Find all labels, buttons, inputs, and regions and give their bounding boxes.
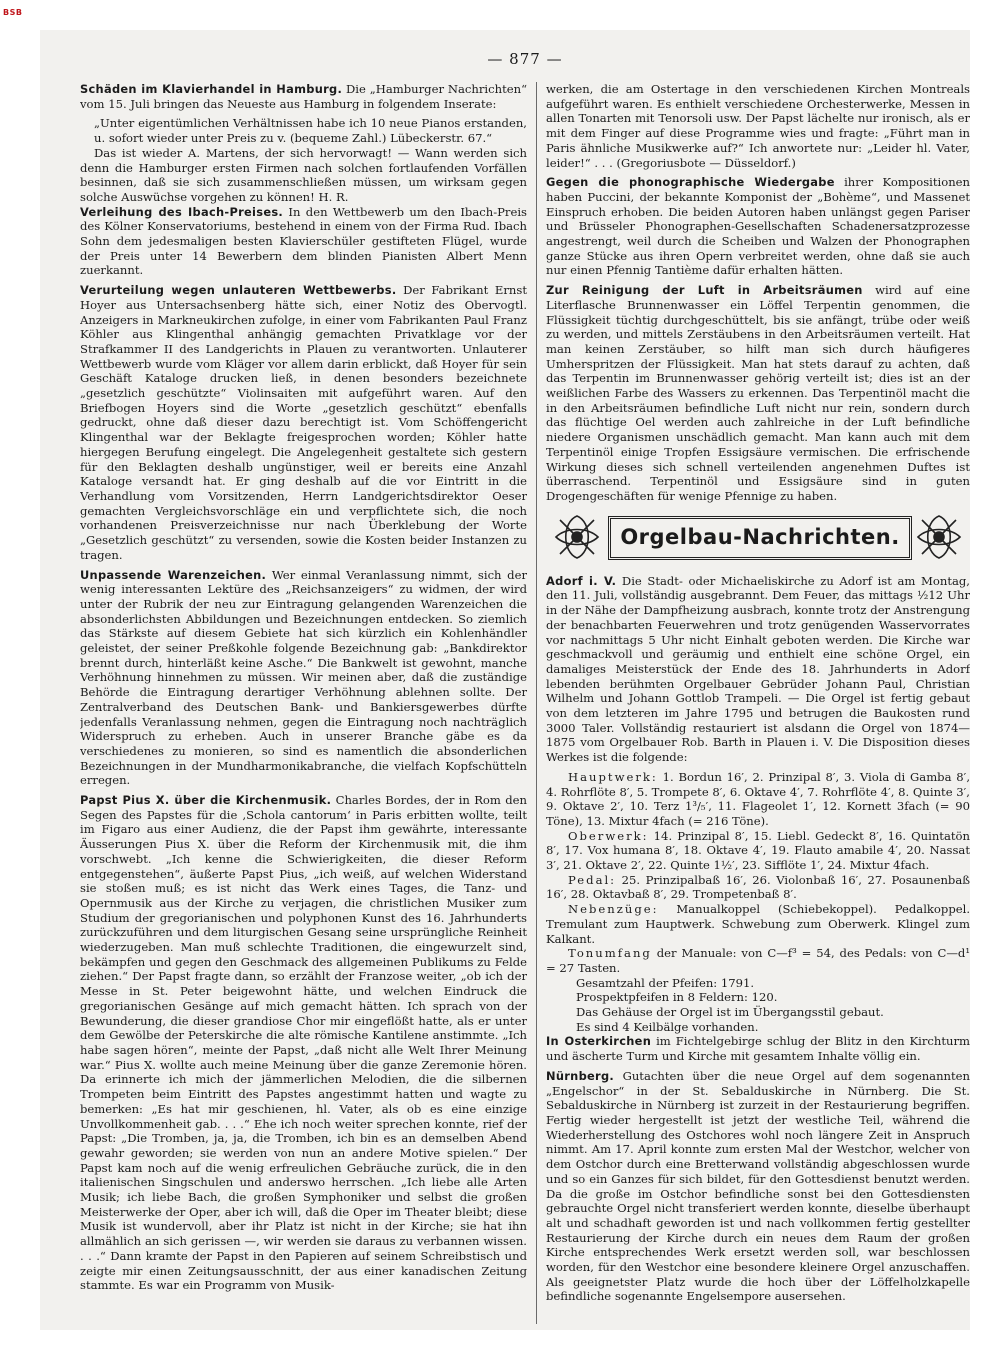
article-heading: Zur Reinigung der Luft in Arbeitsräumen: [546, 283, 863, 298]
organ-spec-line: [546, 946, 970, 975]
spec-text: der Manuale: von C—f³ = 54, des Pedals: von C—d¹ = 27 Tasten.: [546, 946, 970, 975]
spec-label: Nebenzüge:: [568, 902, 659, 917]
article-text: Charles Bordes, der in Rom den Segen des Papstes für die ‚Schola cantorum‘ in Paris erbitten wollte, teilt im Figaro aus einer Audienz, die der Papst ihm gewährte, interessante Äusserungen Pius X. über die Reform der Kirchenmusik mit, die ihm vorschwebt. „Ich kenne die Schwierigkeiten, die dieser Reform entgegenstehen“, äußerte Papst Pius, „ich weiß, auf welchen Widerstand sie stoßen muß; es ist nicht das Werk eines Tages, die Tanz- und Opernmusik aus der Kirche zu verjagen, die christlichen Musiker zum Studium der gregorianischen und polyphonen Kunst des 16. Jahrhunderts zurückzuführen und dem liturgischen Gesang seine ursprüngliche Reinheit wiederzugeben. Man muß schlechte Traditionen, die eingewurzelt sind, bekämpfen und gegen den Geschmack des allgemeinen Publikums zu Felde ziehen.“ Der Papst fragte dann, so erzählt der Franzose weiter, „ob ich der Messe in St. Peter beigewohnt hätte, und welchen Eindruck die gregorianischen Gesänge auf mich gemacht hätten. Ich sprach von der Bewunderung, die dieser grandiose Chor mir eingeflößt hatte, als er unter dem Gewölbe der Peterskirche die alte römische Kantilene anstimmte. „Ich habe sagen hören“, meinte der Papst, „daß nicht alle Welt Ihrer Meinung war.“ Pius X. wollte auch meine Meinung über die ganze Zeremonie hören. Da erinnerte ich mich der jämmerlichen Melodien, die die silbernen Trompeten beim Eintritt des Papstes angestimmt hatten und wagte zu bemerken: „Es hat mir geschienen, hl. Vater, als ob es eine einzige Unvollkommenheit gab. . . .“ Ehe ich noch weiter sprechen konnte, rief der Papst: „Die Tromben, ja, ja, die Tromben, ich bin es an demselben Abend gewahr geworden; sie werden von nun an andere Motive spielen.“ Der Papst kam noch auf die wenig erfreulichen Gebräuche zurück, die in den italienischen Singschulen und anderswo herrschen. „Ich liebe alle Arten Musik; ich liebe Bach, die großen Symphoniker und selbst die großen Meisterwerke der Oper, aber ich will, daß die Oper im Theater bleibt; diese Musik ist wundervoll, aber ihr Platz ist nicht in der Kirche; sie hat ihn allmählich an sich gerissen —, wir werden sie daraus zu verbannen wissen. . . .“ Dann kramte der Papst in den Papieren auf seinem Schreibstisch und zeigte mir einen Zeitungsausschnitt, der aus einer kanadischen Zeitung stammte. Es war ein Programm von Musik-: [80, 793, 527, 1293]
newspaper-page: [40, 30, 970, 1330]
spec-label: Oberwerk:: [568, 828, 649, 843]
spec-text: 14. Prinzipal 8′, 15. Liebl. Gedeckt 8′, 16. Quintatön 8′, 17. Vox humana 8′, 18. Oktave 4′, 19. Flauto amabile 4′, 20. Nassat 3′, 21. Oktave 2′, 22. Quinte 1½′, 23. Sifflöte 1′, 24. Mixtur 4fach.: [546, 828, 970, 873]
section-banner: [546, 512, 970, 564]
quoted-advert: „Unter eigentümlichen Verhältnissen habe ich 10 neue Pianos erstanden, u. sofort wieder unter Preis zu v. (bequeme Zahl.) Lübeckerstr. 67.“: [94, 116, 527, 146]
text-line: werken, die am Ostertage in den verschiedenen Kirchen Montreals aufgeführt waren. Es enthielt verschiedene Orchesterwerke, Messen in allen Tonarten mit Tenorsoli usw. Der Papst lächelte nur ironisch, als er mit dem Finger auf diese Programme wies und fragte: „Führt man in Paris ähnliche Musikwerke auf?“ Ich anwortete nur: „Leider hl. Vater, leider!“ . . . (Gregoriusbote — Düsseldorf.): [546, 82, 970, 170]
article-text: im Fichtelgebirge schlug der Blitz in den Kirchturm und äscherte Turm und Kirche mit gesamtem Inhalte völlig ein.: [546, 1034, 970, 1064]
article-heading: Unpassende Warenzeichen.: [80, 567, 267, 582]
article-paragraph: [546, 1069, 970, 1304]
article-paragraph: [80, 793, 527, 1293]
spec-label: Pedal:: [568, 872, 617, 887]
article-heading: Papst Pius X. über die Kirchenmusik.: [80, 793, 332, 808]
left-column: [80, 82, 527, 1322]
article-text: Die Stadt- oder Michaeliskirche zu Adorf ist am Montag, den 11. Juli, vollständig ausgebrannt. Dem Feuer, das mittags ½12 Uhr in der Nähe der Dampfheizung ausbrach, konnte trotz der Anstrengung der benachbarten Feuerwehren und trotz genügenden Wasservorrates vor nachmittags 5 Uhr nicht Einhalt geboten werden. Die Kirche war geschmackvoll und geräumig und enthielt eine schöne Orgel, ein damaliges Meisterstück der Ende des 18. Jahrhunderts in Adorf lebenden berühmten Orgelbauer Gebrüder Johann Paul, Christian Wilhelm und Johann Gottlob Trampeli. — Die Orgel ist fertig gebaut von dem letzteren im Jahre 1795 und betrugen die Baukosten rund 3000 Taler. Vollständig restauriert ist alsdann die Orgel von 1874—1875 vom Orgelbauer Rob. Barth in Plauen i. V. Die Disposition dieses Werkes ist die folgende:: [546, 573, 970, 765]
article-paragraph: [546, 574, 970, 765]
article-paragraph: [80, 82, 527, 111]
text-line: Es sind 4 Keilbälge vorhanden.: [576, 1019, 759, 1034]
page-number: — 877 —: [487, 50, 563, 68]
article-paragraph: [546, 175, 970, 278]
article-text: Wer einmal Veranlassung nimmt, sich der wenig interessanten Lektüre des „Reichsanzeigers“ zu widmen, der wird unter der Rubrik der neu zur Eintragung gelangenden Warenzeichen die absonderlichsten Abbildungen und Bezeichnungen entdecken. So ziemlich das Stärkste auf diesem Gebiete hat sich kürzlich ein Kohlenhändler geleistet, der seiner Preßkohle folgende Bezeichnung gab: „Bankdirektor brennt durch, hinterläßt keine Asche.“ Die Bankwelt ist gewohnt, manche Verhöhnung hinnehmen zu müssen. Wir meinen aber, daß die zuständige Behörde die Eintragung derartiger Verhöhnung ablehnen sollte. Der Zentralverband des Deutschen Bank- und Bankiersgewerbes dürfte jedenfalls Veranlassung nehmen, gegen die Eintragung noch nachträglich Widerspruch zu erheben. Auch in unserer Branche gäbe es da verschiedenes zu monieren, so sind es namentlich die absonderlichen Bezeichnungen in der Mundharmonikabranche, die vielfach Kopfschütteln erregen.: [80, 567, 527, 788]
ornament-right-icon: [912, 512, 966, 562]
article-heading: Nürnberg.: [546, 1068, 615, 1083]
column-divider: [536, 82, 537, 1324]
organ-spec-line: [546, 829, 970, 873]
article-paragraph: [80, 205, 527, 279]
section-title: Orgelbau-Nachrichten.: [620, 525, 900, 550]
organ-spec-line: [546, 873, 970, 902]
article-text: Die „Hamburger Nachrichten“ vom 15. Juli bringen das Neueste aus Hamburg in folgendem Inserate:: [80, 82, 527, 111]
organ-spec-line: [546, 770, 970, 829]
article-paragraph: [80, 283, 527, 562]
text-line: Gesamtzahl der Pfeifen: 1791.: [576, 975, 755, 990]
banner-frame: [608, 516, 912, 560]
article-heading: Verleihung des Ibach-Preises.: [80, 204, 284, 219]
article-text: wird auf eine Literflasche Brunnenwasser ein Löffel Terpentin genommen, die Flüssigkeit tüchtig durchgeschüttelt, bis sie anfängt, trübe oder weiß zu werden, und mittels Zerstäubens in den Arbeitsräumen verteilt. Hat man keinen Zerstäuber, so hilft man sich durch häufigeres Umherspritzen der Flüssigkeit. Man hat stets darauf zu achten, daß das Terpentin im Brunnenwasser gehörig verteilt ist; dies ist an der weißlichen Farbe des Wassers zu erkennen. Das Terpentinöl macht die in den Arbeitsräumen befindliche Luft nicht nur rein, sondern durch das flüchtige Oel werden auch zahlreiche in der Luft befindliche niedere Organismen unschädlich gemacht. Man kann auch mit dem Terpentinöl einige Tropfen Essigsäure vermischen. Die erfrischende Wirkung dieses sich schnell verteilenden angenehmen Duftes ist überraschend. Terpentinöl und Essigsäure sind in guten Drogengeschäften für wenige Pfennige zu haben.: [546, 283, 970, 503]
article-heading: Adorf i. V.: [546, 573, 617, 588]
article-heading: Schäden im Klavierhandel in Hamburg.: [80, 82, 343, 96]
library-mark: BSB: [3, 8, 23, 17]
article-heading: In Osterkirchen: [546, 1034, 652, 1049]
article-text: Gutachten über die neue Orgel auf dem sogenannten „Engelschor“ in der St. Sebalduskirche in Nürnberg. Die St. Sebalduskirche in Nürnberg ist zurzeit in der Restaurierung begriffen. Fertig wieder hergestellt ist jetzt der westliche Teil, während die Wiederherstellung des Ostchores wohl noch längere Zeit in Anspruch nimmt. Am 17. April konnte zum ersten Mal der Westchor, welcher von dem Ostchor durch eine Bretterwand vollständig abgeschlossen wurde und so ein Ganzes für sich bildet, für den Gottesdienst benutzt werden. Da die große im Ostchor befindliche sonst bei den Gottesdiensten gebrauchte Orgel nicht transferiert werden konnte, dieselbe überhaupt alt und schadhaft geworden ist und nach vollkommen fertig gestellter Restaurierung der Kirche durch ein neues dem Raum der großen Kirche entsprechendes Werk ersetzt werden soll, war beschlossen worden, für den Westchor eine besondere kleinere Orgel anzuschaffen. Als geeignetster Platz wurde die hoch über der Löffelholzkapelle befindliche sogenannte Engelsempore ausersehen.: [546, 1068, 970, 1304]
right-column: [546, 82, 970, 1322]
spec-label: Tonumfang: [568, 946, 652, 961]
article-paragraph: [546, 283, 970, 504]
spec-text: 1. Bordun 16′, 2. Prinzipal 8′, 3. Viola di Gamba 8′, 4. Rohrflöte 8′, 5. Trompete 8′, 6. Oktave 4′, 7. Rohrflöte 4′, 8. Quinte 3′, 9. Oktave 2′, 10. Terz 1³/₅′, 11. Flageolet 1′, 12. Kornett 3fach (= 90 Töne), 13. Mixtur 4fach (= 216 Töne).: [546, 769, 970, 828]
article-paragraph: [546, 1034, 970, 1063]
article-text: In den Wettbewerb um den Ibach-Preis des Kölner Konservatoriums, bestehend in einem von der Firma Rud. Ibach Sohn dem jedesmaligen besten Klavierschüler gestifteten Flügel, wurde der Preis unter 14 Bewerbern dem blinden Pianisten Albert Menn zuerkannt.: [80, 204, 527, 278]
spec-label: Hauptwerk:: [568, 769, 658, 784]
article-heading: Verurteilung wegen unlauteren Wettbewerbs.: [80, 283, 397, 298]
article-text: ihrer Kompositionen haben Puccini, der bekannte Komponist der „Bohème“, und Massenet Einspruch erhoben. Die beiden Autoren haben unlängst gegen Pariser und Brüsseler Phonographen-Gesellschaften Schadenersatzprozesse angestrengt, weil durch die Scheiben und Walzen der Phonographen ganze Stücke aus ihren Opern verbreitet werden, ohne daß sie auch nur einen Pfennig Tantième dafür erhalten hätten.: [546, 175, 970, 278]
ornament-left-icon: [550, 512, 604, 562]
text-line: Das Gehäuse der Orgel ist im Übergangsstil gebaut.: [576, 1005, 884, 1020]
text-line: Prospektpfeifen in 8 Feldern: 120.: [576, 990, 778, 1005]
article-paragraph: [80, 568, 527, 789]
text-line: Das ist wieder A. Martens, der sich hervorwagt! — Wann werden sich denn die Hamburger ersten Firmen nach solchen fortlaufenden Vorfällen besinnen, daß sie sich zusammenschließen müssen, um wirksam gegen solche Auswüchse vorgehen zu können! H. R.: [80, 145, 527, 204]
article-text: Der Fabrikant Ernst Hoyer aus Untersachsenberg hätte sich, einer Notiz des Obervogtl. Anzeigers in Markneukirchen zufolge, in einer vom Fabrikanten Paul Franz Köhler aus Klingenthal anhängig gemachten Privatklage vor der Strafkammer II des Landgerichts in Plauen zu verantworten. Unlauterer Wettbewerb wurde vom Kläger vor allem darin erblickt, daß Hoyer für sein Geschäft Kataloge drucken ließ, in denen besonders bezeichnete „gesetzlich geschützte“ Violinsaiten mit aufgeführt waren. Auf den Briefbogen Hoyers sind die Worte „gesetzlich geschützt“ ebenfalls gedruckt, ohne daß dieser dazu berechtigt ist. Vom Schöffengericht Klingenthal war der Beklagte freigesprochen worden; Köhler hatte hiergegen Berufung eingelegt. Die Angelegenheit gestaltete sich gestern für den Beklagten deshalb ungünstiger, weil er bereits eine Anzahl Kataloge versandt hat. Er ging deshalb auf die vor Eintritt in die Verhandlung vom Vorsitzenden, Herrn Landgerichtsdirektor Oeser gemachten Vergleichsvorschläge ein und verpflichtete sich, die noch vorhandenen Preisverzeichnisse nur nach Überklebung der Worte „Gesetzlich geschützt“ zu versenden, sowie die Kosten beider Instanzen zu tragen.: [80, 283, 527, 562]
article-heading: Gegen die phonographische Wiedergabe: [546, 175, 835, 190]
spec-text: Manualkoppel (Schiebekoppel). Pedalkoppel. Tremulant zum Hauptwerk. Schwebung zum Oberwerk. Klingel zum Kalkant.: [546, 902, 970, 946]
organ-spec-line: [546, 902, 970, 946]
spec-text: 25. Prinzipalbaß 16′, 26. Violonbaß 16′, 27. Posaunenbaß 16′, 28. Oktavbaß 8′, 29. Trompetenbaß 8′.: [546, 872, 970, 902]
